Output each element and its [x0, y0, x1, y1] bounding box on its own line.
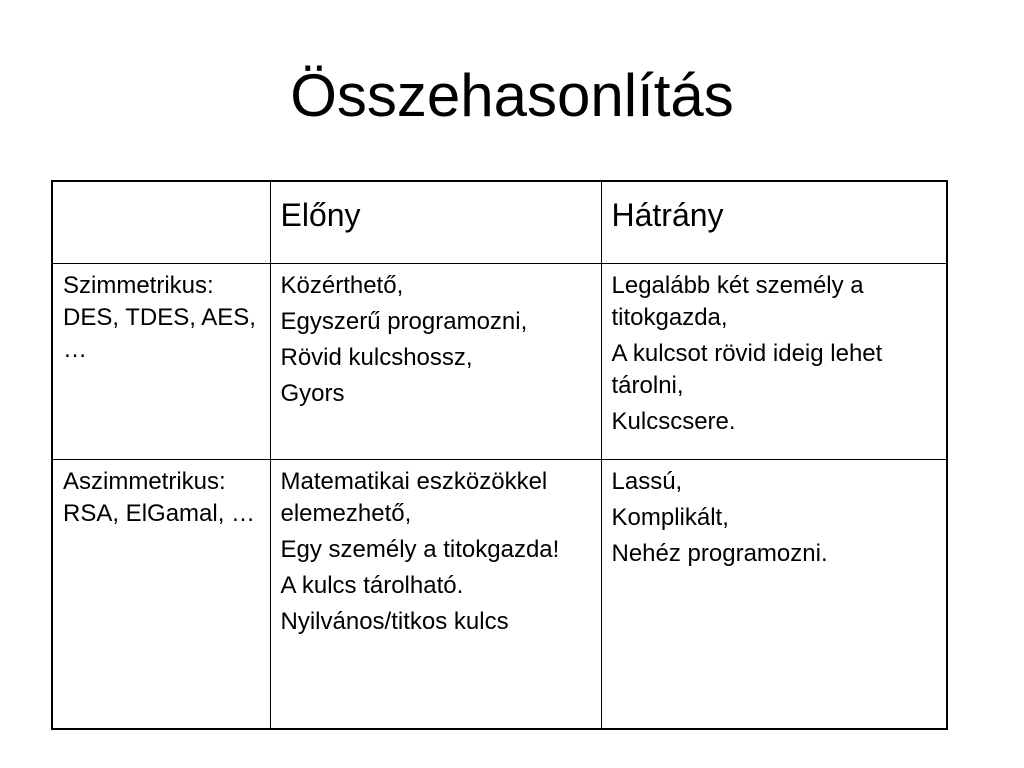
table-row-symmetric — [52, 263, 947, 459]
advantage-item: Egyszerű programozni, — [280, 307, 528, 335]
row-label-cell — [52, 459, 270, 729]
advantage-item: Rövid kulcshossz, — [280, 343, 473, 371]
row-label: Aszimmetrikus: RSA, ElGamal, … — [63, 467, 256, 527]
disadvantage-item: A kulcsot rövid ideig lehet tárolni, — [611, 339, 883, 399]
disadvantage-item: Kulcscsere. — [611, 407, 736, 435]
disadvantage-item: Komplikált, — [611, 503, 729, 531]
disadvantages-cell — [601, 263, 947, 459]
advantage-item: A kulcs tárolható. — [280, 571, 464, 599]
advantage-item: Egy személy a titokgazda! — [280, 535, 560, 563]
disadvantage-item: Nehéz programozni. — [611, 539, 828, 567]
advantage-item: Matematikai eszközökkel elemezhető, — [280, 467, 548, 527]
advantages-cell — [270, 263, 601, 459]
table-row-asymmetric — [52, 459, 947, 729]
advantage-item: Közérthető, — [280, 271, 404, 299]
advantage-item: Nyilvános/titkos kulcs — [280, 607, 509, 635]
advantages-cell — [270, 459, 601, 729]
table-header-row — [52, 181, 947, 263]
row-label-cell — [52, 263, 270, 459]
header-cell-advantage: Előny — [270, 181, 601, 263]
row-label: Szimmetrikus: DES, TDES, AES, … — [63, 271, 256, 363]
disadvantage-item: Legalább két személy a titokgazda, — [611, 271, 864, 331]
header-cell-empty — [52, 181, 270, 263]
disadvantages-cell — [601, 459, 947, 729]
disadvantage-item: Lassú, — [611, 467, 683, 495]
header-cell-disadvantage: Hátrány — [601, 181, 947, 263]
comparison-table — [51, 180, 948, 730]
advantage-item: Gyors — [280, 379, 345, 407]
slide-title: Összehasonlítás — [290, 62, 734, 129]
